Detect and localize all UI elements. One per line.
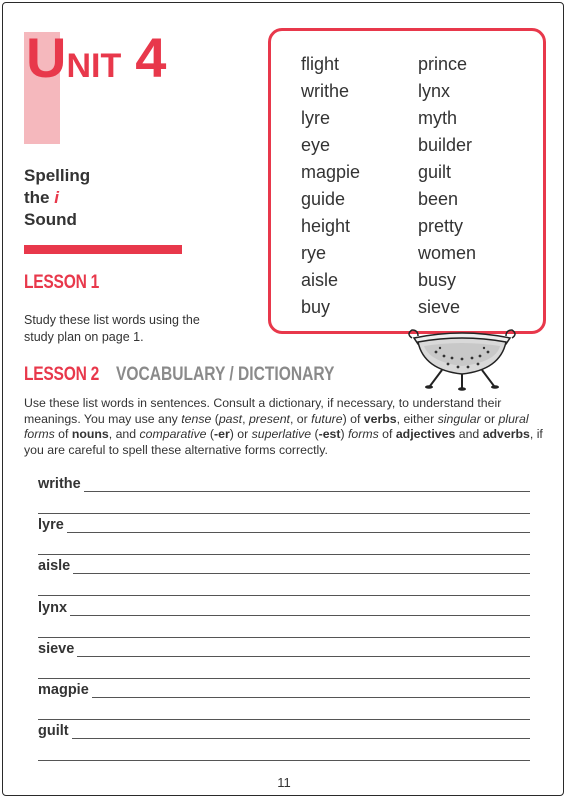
exercise-word: guilt (38, 723, 72, 739)
instruction-segment: comparative (139, 427, 207, 441)
writing-line[interactable] (38, 738, 530, 739)
unit-number: 4 (135, 26, 167, 89)
unit-heading (24, 165, 90, 231)
instruction-segment: Use these list words in sentences. Consult a dictionary, if necessary, to understand their meanings. You may use any (24, 396, 502, 426)
writing-line[interactable] (38, 719, 530, 720)
list-word: pretty (418, 216, 464, 236)
word-list-column-2 (418, 53, 476, 323)
instruction-segment: past (218, 411, 243, 426)
writing-line[interactable] (38, 678, 530, 679)
instruction-segment: of (378, 427, 396, 441)
exercise-word: sieve (38, 641, 77, 657)
instruction-segment: ( (311, 427, 319, 441)
instruction-segment: -est (318, 427, 341, 441)
instruction-segment: nouns (71, 427, 109, 441)
instruction-segment: superlative (251, 427, 312, 441)
instruction-segment: verbs (363, 411, 397, 426)
instruction-segment: of (54, 427, 72, 441)
exercise-row[interactable] (38, 598, 530, 618)
instruction-segment: and (455, 427, 483, 441)
lesson-2-subtitle: VOCABULARY / DICTIONARY (116, 364, 335, 385)
exercise-row[interactable] (38, 721, 530, 741)
word-list-column-1 (301, 53, 360, 323)
lesson-2-label: LESSON 2 (24, 364, 100, 385)
heading-line-3: Sound (24, 210, 77, 229)
heading-line-2 (24, 187, 90, 209)
instruction-segment: ) of (342, 411, 364, 426)
unit-title-rest: NIT (66, 47, 122, 85)
list-word: been (418, 189, 459, 209)
lesson-2-instructions (24, 396, 544, 458)
heading-line-1: Spelling (24, 166, 91, 185)
list-word: myth (418, 108, 458, 128)
exercise-row[interactable] (38, 474, 530, 494)
accent-divider (24, 245, 182, 254)
instruction-segment: , either (396, 411, 438, 426)
exercise-row[interactable] (38, 515, 530, 535)
writing-line[interactable] (38, 615, 530, 616)
instruction-segment: ( (206, 427, 215, 441)
instruction-segment: ) or (229, 427, 252, 441)
list-word: guilt (418, 162, 452, 182)
list-word: rye (301, 243, 327, 263)
instruction-segment: , (242, 411, 249, 426)
word-list-box (268, 28, 546, 334)
instruction-segment: present (248, 411, 290, 426)
exercise-row[interactable] (38, 639, 530, 659)
exercise-word: lyre (38, 517, 67, 533)
instruction-segment: future (311, 411, 343, 426)
list-word: buy (301, 297, 331, 317)
instruction-segment: -er (214, 427, 230, 441)
lesson-1-label: LESSON 1 (24, 272, 100, 293)
list-word: prince (418, 54, 468, 74)
exercise-row[interactable] (38, 680, 530, 700)
writing-line[interactable] (38, 595, 530, 596)
list-word: busy (418, 270, 457, 290)
instruction-segment: singular (437, 411, 481, 426)
list-word: writhe (301, 81, 350, 101)
instruction-segment: adjectives (395, 427, 456, 441)
instruction-segment: , or (289, 411, 312, 426)
heading-letter: i (54, 188, 59, 207)
page-number: 11 (277, 775, 291, 790)
list-word: flight (301, 54, 340, 74)
instruction-segment: ) (340, 427, 348, 441)
writing-line[interactable] (38, 637, 530, 638)
writing-line[interactable] (38, 760, 530, 761)
exercise-row[interactable] (38, 556, 530, 576)
exercise-word: magpie (38, 682, 92, 698)
list-word: lyre (301, 108, 331, 128)
list-word: women (418, 243, 477, 263)
exercise-word: aisle (38, 558, 73, 574)
lesson-1-text: Study these list words using the study plan on page 1. (24, 313, 200, 344)
exercise-word: lynx (38, 600, 70, 616)
writing-line[interactable] (38, 573, 530, 574)
unit-title-initial: U (26, 26, 67, 89)
writing-line[interactable] (38, 697, 530, 698)
writing-line[interactable] (38, 491, 530, 492)
writing-line[interactable] (38, 513, 530, 514)
heading-line-2-pre: the (24, 188, 50, 207)
list-word: eye (301, 135, 331, 155)
list-word: lynx (418, 81, 451, 101)
instruction-segment: , and (108, 427, 140, 441)
list-word: height (301, 216, 351, 236)
instruction-segment: ( (211, 411, 219, 426)
exercise-word: writhe (38, 476, 84, 492)
unit-title (26, 26, 167, 89)
instruction-segment: plural forms (24, 411, 529, 441)
colander-illustration (408, 312, 516, 392)
writing-line[interactable] (38, 554, 530, 555)
list-word: sieve (418, 297, 461, 317)
instruction-segment: adverbs (482, 427, 530, 441)
writing-line[interactable] (38, 656, 530, 657)
instruction-segment: tense (181, 411, 212, 426)
instruction-segment: forms (348, 427, 379, 441)
writing-line[interactable] (38, 532, 530, 533)
list-word: magpie (301, 162, 361, 182)
instruction-segment: , if you are careful to spell these alternative forms correctly. (24, 427, 543, 457)
list-word: aisle (301, 270, 339, 290)
list-word: guide (301, 189, 346, 209)
list-word: builder (418, 135, 473, 155)
instruction-segment: or (480, 411, 499, 426)
